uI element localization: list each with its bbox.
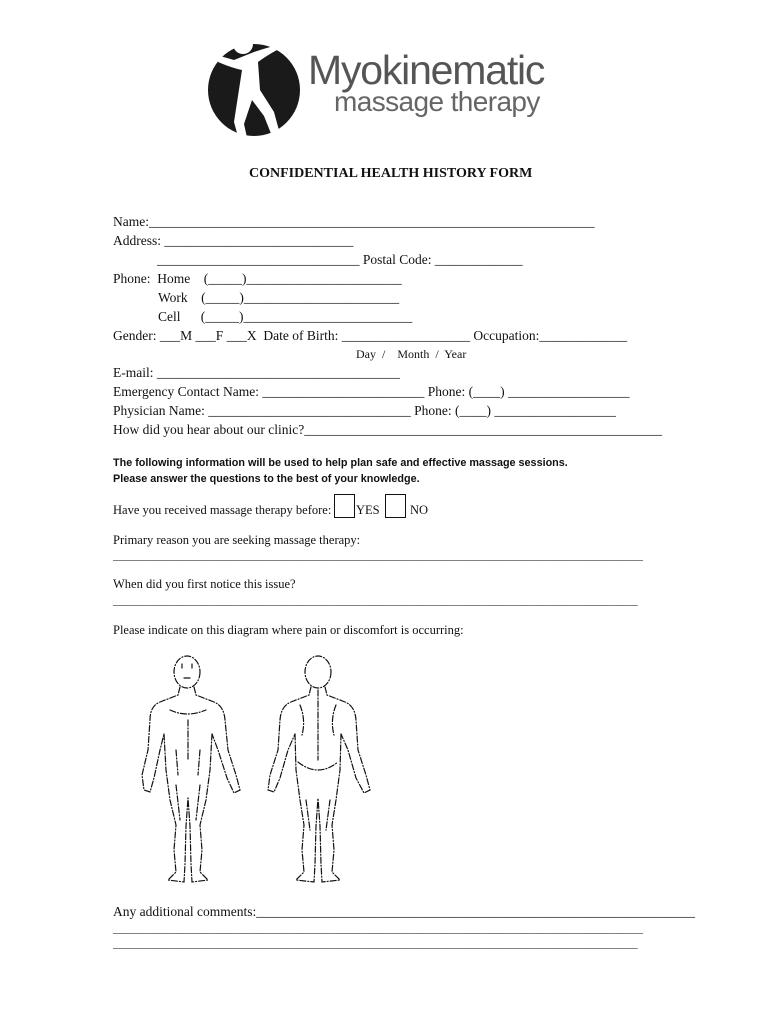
- gender-dob-occupation-field[interactable]: Gender: ___M ___F ___X Date of Birth: ___________________ Occupation:_____________: [113, 328, 628, 343]
- referral-field[interactable]: How did you hear about our clinic?_____________________________________________________: [113, 422, 662, 437]
- received-before-question: Have you received massage therapy before:: [113, 503, 332, 517]
- body-back-figure: [268, 656, 370, 882]
- first-notice-line[interactable]: _____________________________________________________________________________________________________: [113, 596, 638, 607]
- dob-hint: Day / Month / Year: [356, 347, 467, 361]
- physician-field[interactable]: Physician Name: ______________________________ Phone: (____) __________________: [113, 403, 616, 418]
- logo-title: Myokinematic: [308, 47, 545, 93]
- phone-work-field[interactable]: Work (_____)_______________________: [158, 290, 400, 305]
- first-notice-question: When did you first notice this issue?: [113, 577, 296, 591]
- primary-reason-question: Primary reason you are seeking massage therapy:: [113, 533, 361, 547]
- no-label: NO: [410, 503, 429, 517]
- emergency-contact-field[interactable]: Emergency Contact Name: ________________________ Phone: (____) __________________: [113, 384, 630, 399]
- comments-field[interactable]: Any additional comments:_________________________________________________________________: [113, 904, 695, 919]
- phone-cell-field[interactable]: Cell (_____)_________________________: [158, 309, 413, 324]
- form-title: CONFIDENTIAL HEALTH HISTORY FORM: [249, 166, 533, 181]
- body-diagram[interactable]: [130, 650, 390, 895]
- intro-line-1: The following information will be used to help plan safe and effective massage sessions.: [113, 457, 568, 469]
- no-checkbox[interactable]: [385, 494, 406, 518]
- address-postal-field[interactable]: ______________________________ Postal Code: _____________: [157, 252, 523, 267]
- address-field[interactable]: Address: ____________________________: [113, 233, 354, 248]
- logo-subtitle: massage therapy: [334, 86, 540, 117]
- yes-label: YES: [356, 503, 380, 517]
- yes-checkbox[interactable]: [334, 494, 355, 518]
- body-front-figure: [142, 656, 240, 882]
- primary-reason-line[interactable]: ______________________________________________________________________________________________________: [113, 551, 643, 562]
- diagram-prompt: Please indicate on this diagram where pain or discomfort is occurring:: [113, 623, 464, 637]
- intro-line-2: Please answer the questions to the best of your knowledge.: [113, 473, 420, 485]
- logo-figure-icon: [204, 34, 304, 146]
- comments-line-3[interactable]: _____________________________________________________________________________________________________: [113, 939, 638, 950]
- name-field[interactable]: Name:__________________________________________________________________: [113, 214, 595, 229]
- email-field[interactable]: E-mail: ____________________________________: [113, 365, 400, 380]
- comments-line-2[interactable]: ______________________________________________________________________________________________________: [113, 924, 643, 935]
- phone-home-field[interactable]: Phone: Home (_____)_______________________: [113, 271, 402, 286]
